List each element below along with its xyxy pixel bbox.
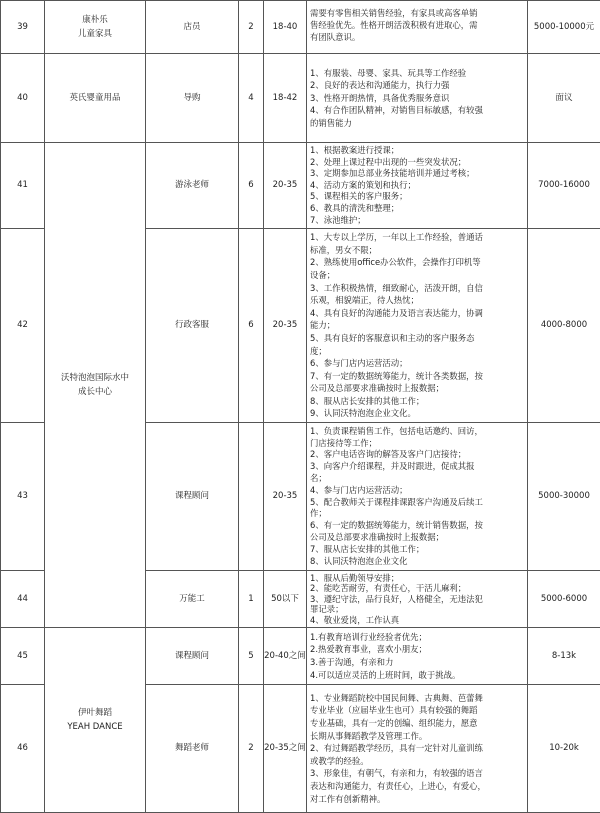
headcount: 1 bbox=[239, 571, 264, 628]
age-range: 20-35 bbox=[264, 423, 307, 571]
job-requirements: 1、服从后勤领导安排； 2、能吃苦耐劳，有责任心，干活儿麻利； 3、遵纪守法，品行良好，人格健全，无违法犯 罪记录； 4、敬业爱岗，工作认真 bbox=[307, 571, 528, 628]
headcount: 4 bbox=[239, 54, 264, 143]
row-number: 42 bbox=[1, 229, 45, 423]
salary: 7000-16000 bbox=[528, 143, 600, 229]
salary: 5000-30000 bbox=[528, 423, 600, 571]
age-range: 20-35之间 bbox=[264, 685, 307, 813]
job-requirements: 1、负责课程销售工作，包括电话邀约、回访， 门店接待等工作； 2、客户电话咨询的解答及客户门店接待； 3、向客户介绍课程，并及时跟进，促成其报 名； 4、参与门店内运营活动； 5、配合教师关于课程排课跟客户沟通及后续工 作； 6、有一定的数据统筹能力，统计销售数据，按 公司及总部要求准确按时上报数据； 7、服从店长安排的其他工作； 8、认同沃特泡泡企业文化 bbox=[307, 423, 528, 571]
position-title: 万能工 bbox=[146, 571, 239, 628]
row-number: 45 bbox=[1, 628, 45, 685]
headcount: 6 bbox=[239, 229, 264, 423]
company-name: 英氏婴童用品 bbox=[45, 54, 146, 143]
row-number: 40 bbox=[1, 54, 45, 143]
position-title: 店员 bbox=[146, 1, 239, 54]
job-requirements: 1、根据教案进行授课； 2、处理上课过程中出现的一些突发状况； 3、定期参加总部业务技能培训并通过考核； 4、活动方案的策划和执行； 5、课程相关的客户服务； 6、教具的清洗和整理； 7、泳池维护； bbox=[307, 143, 528, 229]
age-range: 18-40 bbox=[264, 1, 307, 54]
table-row bbox=[1, 143, 600, 229]
age-range: 20-35 bbox=[264, 143, 307, 229]
salary: 10-20k bbox=[528, 685, 600, 813]
job-requirements: 1、专业舞蹈院校中国民间舞、古典舞、芭蕾舞 专业毕业（应届毕业生也可）具有较强的舞蹈 专业基础，具有一定的创编、组织能力，愿意 长期从事舞蹈教学及管理工作。 2、有过舞蹈教学经历，具有一定针对儿童训练 或教学的经验。 3、形象佳，有朝气，有亲和力，有较强的语言 表达和沟通能力，有责任心，上进心，有爱心， 对工作有创新精神。 bbox=[307, 685, 528, 813]
headcount: 6 bbox=[239, 143, 264, 229]
salary: 8-13k bbox=[528, 628, 600, 685]
headcount: 2 bbox=[239, 685, 264, 813]
salary: 4000-8000 bbox=[528, 229, 600, 423]
salary: 5000-10000元 bbox=[528, 1, 600, 54]
row-number: 44 bbox=[1, 571, 45, 628]
age-range: 50以下 bbox=[264, 571, 307, 628]
row-number: 46 bbox=[1, 685, 45, 813]
table-row bbox=[1, 628, 600, 685]
headcount: 2 bbox=[239, 1, 264, 54]
table-row bbox=[1, 1, 600, 54]
age-range: 20-35 bbox=[264, 229, 307, 423]
salary: 面议 bbox=[528, 54, 600, 143]
table-row bbox=[1, 54, 600, 143]
company-name: 康朴乐 儿童家具 bbox=[45, 1, 146, 54]
job-requirements: 1、大专以上学历，一年以上工作经验，普通话 标准，男女不限； 2、熟练使用office办公软件，会操作打印机等 设备； 3、工作积极热情，细致耐心，活泼开朗，自信 乐观，相貌端正，待人热忱； 4、具有良好的沟通能力及语言表达能力，协调 能力； 5、具有良好的客服意识和主动的客户服务态 度； 6、参与门店内运营活动； 7、有一定的数据统筹能力，统计各类数据，按 公司及总部要求准确按时上报数据； 8、服从店长安排的其他工作； 9、认同沃特泡泡企业文化。 bbox=[307, 229, 528, 423]
position-title: 课程顾问 bbox=[146, 628, 239, 685]
position-title: 课程顾问 bbox=[146, 423, 239, 571]
company-name: 沃特泡泡国际水中 成长中心 bbox=[45, 143, 146, 628]
company-name: 伊叶舞蹈 YEAH DANCE bbox=[45, 628, 146, 813]
row-number: 39 bbox=[1, 1, 45, 54]
position-title: 行政客服 bbox=[146, 229, 239, 423]
job-requirements: 需要有零售相关销售经验，有家具或高客单销 售经验优先。性格开朗活泼积极有进取心，需 有团队意识。 bbox=[307, 1, 528, 54]
position-title: 导购 bbox=[146, 54, 239, 143]
age-range: 20-40之间 bbox=[264, 628, 307, 685]
row-number: 41 bbox=[1, 143, 45, 229]
headcount bbox=[239, 423, 264, 571]
row-number: 43 bbox=[1, 423, 45, 571]
headcount: 5 bbox=[239, 628, 264, 685]
job-requirements: 1.有教育培训行业经验者优先； 2.热爱教育事业，喜欢小朋友； 3.善于沟通，有亲和力 4.可以适应灵活的上班时间，敢于挑战。 bbox=[307, 628, 528, 685]
salary: 5000-6000 bbox=[528, 571, 600, 628]
age-range: 18-42 bbox=[264, 54, 307, 143]
position-title: 舞蹈老师 bbox=[146, 685, 239, 813]
job-requirements: 1、有服装、母婴、家具、玩具等工作经验 2、良好的表达和沟通能力，执行力强 3、性格开朗热情，具备优秀服务意识 4、有合作团队精神，对销售目标敏感，有较强 的销售能力 bbox=[307, 54, 528, 143]
position-title: 游泳老师 bbox=[146, 143, 239, 229]
